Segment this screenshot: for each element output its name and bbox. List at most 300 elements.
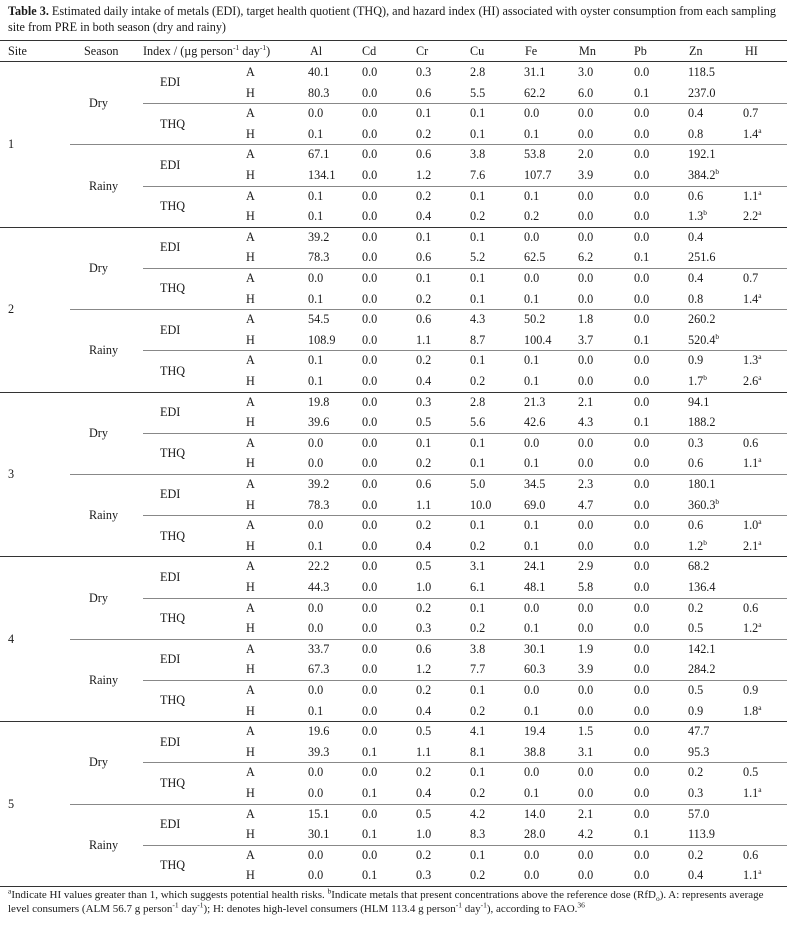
value-cell: 39.2 (308, 477, 330, 491)
value-cell: 0.1 (524, 456, 540, 471)
value-cell: 0.2 (416, 126, 432, 141)
value-cell: 0.0 (524, 868, 540, 883)
value-cell: 0.5 (416, 559, 432, 574)
value-cell: 0.0 (362, 538, 378, 553)
value-cell: 384.2$^b$ (688, 166, 720, 182)
season-label: Rainy (89, 673, 119, 687)
value-cell: 180.1 (688, 477, 716, 491)
level-label: A (246, 518, 255, 533)
value-cell: 22.2 (308, 559, 330, 574)
level-label: A (246, 806, 255, 821)
value-cell: 0.1 (416, 229, 432, 244)
value-cell: 0.0 (634, 456, 650, 471)
value-cell: 0.1 (524, 353, 540, 368)
value-cell: 0.0 (362, 229, 378, 244)
value-cell: 0.0 (308, 600, 324, 615)
value-cell: 8.7 (470, 332, 486, 347)
value-cell: 0.4 (688, 271, 704, 285)
hi-value: 0.9 (743, 683, 759, 697)
value-cell: 0.0 (362, 456, 378, 471)
value-cell: 0.0 (634, 621, 650, 636)
value-cell: 3.1 (470, 559, 486, 574)
hi-value: 1.1$^a$ (743, 784, 762, 800)
value-cell: 0.6 (416, 312, 432, 327)
index-label: EDI (160, 734, 181, 749)
hi-value: 1.4$^a$ (743, 290, 762, 306)
season-label: Dry (89, 425, 108, 440)
value-cell: 39.2 (308, 229, 330, 244)
value-cell: 1.9 (578, 641, 594, 656)
value-cell: 0.6 (688, 518, 704, 533)
value-cell: 0.0 (308, 435, 324, 450)
value-cell: 0.1 (524, 188, 540, 203)
level-label: H (246, 250, 255, 265)
value-cell: 0.0 (578, 518, 594, 533)
value-cell: 0.0 (308, 683, 324, 697)
value-cell: 80.3 (308, 85, 330, 100)
value-cell: 0.0 (634, 188, 650, 203)
value-cell: 1.2$^b$ (688, 537, 707, 553)
value-cell: 0.1 (308, 188, 324, 203)
level-label: H (246, 868, 255, 883)
value-cell: 520.4$^b$ (688, 331, 720, 347)
row-divider (0, 721, 787, 722)
level-label: A (246, 559, 255, 574)
value-cell: 0.0 (362, 641, 378, 656)
level-label: H (246, 291, 255, 306)
level-label: A (246, 271, 255, 285)
season-label: Rainy (89, 837, 119, 852)
hi-value: 0.5 (743, 765, 759, 780)
index-label: THQ (160, 528, 186, 543)
value-cell: 4.1 (470, 724, 486, 739)
value-cell: 0.3 (688, 786, 704, 800)
value-cell: 0.1 (470, 106, 486, 121)
value-cell: 0.0 (634, 353, 650, 368)
index-label: EDI (160, 652, 181, 667)
value-cell: 0.0 (524, 600, 540, 615)
site-label: 2 (8, 302, 15, 317)
value-cell: 0.0 (578, 188, 594, 203)
level-label: A (246, 724, 255, 739)
row-divider (143, 433, 787, 434)
value-cell: 0.0 (634, 683, 650, 697)
row-divider (0, 227, 787, 228)
level-label: H (246, 538, 255, 553)
row-divider (0, 556, 787, 557)
value-cell: 284.2 (688, 662, 716, 677)
season-label: Dry (89, 590, 108, 605)
value-cell: 0.3 (416, 394, 432, 409)
value-cell: 39.6 (308, 415, 330, 430)
value-cell: 3.9 (578, 168, 594, 182)
value-cell: 0.0 (634, 477, 650, 491)
value-cell: 0.0 (634, 106, 650, 121)
value-cell: 0.6 (416, 147, 432, 162)
value-cell: 0.0 (578, 456, 594, 471)
value-cell: 5.2 (470, 250, 486, 265)
value-cell: 0.0 (308, 765, 324, 780)
value-cell: 0.2 (470, 868, 486, 883)
value-cell: 0.6 (688, 456, 704, 471)
value-cell: 0.1 (634, 827, 650, 842)
value-cell: 0.4 (416, 703, 432, 718)
value-cell: 0.0 (578, 106, 594, 121)
row-divider (70, 474, 787, 475)
value-cell: 42.6 (524, 415, 546, 430)
value-cell: 0.0 (524, 106, 540, 121)
value-cell: 0.0 (578, 126, 594, 141)
value-cell: 68.2 (688, 559, 710, 574)
index-label: THQ (160, 693, 186, 708)
level-label: A (246, 641, 255, 656)
value-cell: 0.0 (308, 456, 324, 471)
value-cell: 0.1 (308, 374, 324, 388)
value-cell: 0.1 (416, 435, 432, 450)
index-label: EDI (160, 569, 181, 584)
value-cell: 0.2 (416, 683, 432, 697)
value-cell: 7.7 (470, 662, 486, 677)
value-cell: 0.0 (362, 703, 378, 718)
value-cell: 0.0 (634, 394, 650, 409)
value-cell: 0.0 (362, 415, 378, 430)
value-cell: 0.0 (362, 353, 378, 368)
value-cell: 0.1 (470, 271, 486, 285)
value-cell: 0.2 (688, 600, 704, 615)
level-label: H (246, 744, 255, 759)
value-cell: 53.8 (524, 147, 546, 162)
level-label: H (246, 415, 255, 430)
table-body (0, 62, 787, 887)
value-cell: 21.3 (524, 394, 546, 409)
value-cell: 0.0 (524, 683, 540, 697)
level-label: H (246, 374, 255, 388)
index-label: EDI (160, 404, 181, 419)
value-cell: 0.1 (470, 518, 486, 533)
value-cell: 34.5 (524, 477, 546, 491)
value-cell: 100.4 (524, 332, 552, 347)
row-divider (143, 186, 787, 187)
row-divider (143, 268, 787, 269)
value-cell: 67.1 (308, 147, 330, 162)
value-cell: 6.0 (578, 85, 594, 100)
season-label: Rainy (89, 178, 119, 193)
value-cell: 94.1 (688, 394, 710, 409)
value-cell: 0.2 (416, 353, 432, 368)
value-cell: 142.1 (688, 641, 716, 656)
value-cell: 0.1 (362, 868, 378, 883)
value-cell: 0.0 (362, 126, 378, 141)
value-cell: 2.1 (578, 806, 594, 821)
level-label: A (246, 435, 255, 450)
header-site: Site (8, 44, 27, 58)
hi-value: 1.1$^a$ (743, 455, 762, 471)
value-cell: 0.9 (688, 353, 704, 368)
value-cell: 0.2 (688, 847, 704, 862)
value-cell: 6.2 (578, 250, 594, 265)
value-cell: 62.5 (524, 250, 546, 265)
value-cell: 50.2 (524, 312, 546, 327)
header-index: Index / (µg person$^{-1}$ day$^{-1}$) (143, 42, 271, 58)
header-mn: Mn (579, 44, 596, 58)
value-cell: 1.2 (416, 662, 432, 677)
value-cell: 0.0 (578, 435, 594, 450)
value-cell: 38.8 (524, 744, 546, 759)
value-cell: 48.1 (524, 580, 546, 594)
value-cell: 57.0 (688, 806, 710, 821)
level-label: A (246, 394, 255, 409)
value-cell: 107.7 (524, 168, 552, 182)
value-cell: 0.0 (634, 147, 650, 162)
value-cell: 0.0 (578, 600, 594, 615)
value-cell: 0.0 (308, 106, 324, 121)
index-label: EDI (160, 816, 181, 831)
value-cell: 1.7$^b$ (688, 372, 707, 388)
value-cell: 0.0 (578, 868, 594, 883)
value-cell: 10.0 (470, 497, 492, 512)
value-cell: 78.3 (308, 497, 330, 512)
value-cell: 134.1 (308, 168, 336, 182)
value-cell: 15.1 (308, 806, 330, 821)
level-label: H (246, 662, 255, 677)
hi-value: 2.2$^a$ (743, 208, 762, 224)
hi-value: 0.6 (743, 435, 759, 450)
value-cell: 0.0 (634, 703, 650, 718)
value-cell: 0.6 (416, 250, 432, 265)
value-cell: 0.1 (634, 415, 650, 430)
value-cell: 0.0 (362, 312, 378, 327)
value-cell: 0.0 (362, 435, 378, 450)
row-divider (70, 804, 787, 805)
value-cell: 0.5 (688, 621, 704, 636)
value-cell: 0.1 (524, 518, 540, 533)
hi-value: 0.7 (743, 106, 759, 121)
value-cell: 2.3 (578, 477, 594, 491)
value-cell: 5.8 (578, 580, 594, 594)
value-cell: 14.0 (524, 806, 546, 821)
index-label: EDI (160, 487, 181, 502)
value-cell: 0.0 (578, 229, 594, 244)
value-cell: 40.1 (308, 65, 330, 79)
value-cell: 0.6 (416, 641, 432, 656)
value-cell: 0.3 (416, 65, 432, 79)
index-label: THQ (160, 775, 186, 790)
hi-value: 1.1$^a$ (743, 867, 762, 883)
site-label: 4 (8, 631, 15, 646)
value-cell: 0.5 (416, 724, 432, 739)
value-cell: 2.8 (470, 65, 486, 79)
value-cell: 3.1 (578, 744, 594, 759)
season-label: Rainy (89, 508, 119, 523)
value-cell: 0.1 (470, 683, 486, 697)
value-cell: 0.0 (578, 847, 594, 862)
value-cell: 0.5 (416, 806, 432, 821)
value-cell: 136.4 (688, 580, 716, 594)
value-cell: 251.6 (688, 250, 716, 265)
value-cell: 0.0 (634, 168, 650, 182)
value-cell: 0.1 (524, 621, 540, 636)
value-cell: 0.0 (362, 477, 378, 491)
value-cell: 47.7 (688, 724, 710, 739)
level-label: H (246, 456, 255, 471)
value-cell: 0.2 (470, 621, 486, 636)
season-label: Rainy (89, 343, 119, 358)
value-cell: 69.0 (524, 497, 546, 512)
value-cell: 0.0 (634, 744, 650, 759)
value-cell: 260.2 (688, 312, 716, 327)
value-cell: 0.0 (362, 188, 378, 203)
row-divider (143, 680, 787, 681)
value-cell: 0.0 (524, 847, 540, 862)
value-cell: 0.0 (634, 868, 650, 883)
value-cell: 0.0 (362, 332, 378, 347)
season-label: Dry (89, 96, 108, 111)
value-cell: 0.1 (524, 538, 540, 553)
value-cell: 62.2 (524, 85, 546, 100)
level-label: A (246, 600, 255, 615)
value-cell: 0.2 (416, 847, 432, 862)
value-cell: 0.2 (416, 291, 432, 306)
value-cell: 5.6 (470, 415, 486, 430)
value-cell: 2.8 (470, 394, 486, 409)
value-cell: 0.0 (634, 229, 650, 244)
value-cell: 0.0 (362, 683, 378, 697)
value-cell: 0.1 (524, 291, 540, 306)
value-cell: 0.1 (362, 744, 378, 759)
value-cell: 0.1 (470, 188, 486, 203)
value-cell: 0.0 (362, 65, 378, 79)
value-cell: 19.4 (524, 724, 546, 739)
value-cell: 0.0 (308, 786, 324, 800)
value-cell: 237.0 (688, 85, 716, 100)
level-label: A (246, 847, 255, 862)
value-cell: 0.0 (634, 271, 650, 285)
value-cell: 0.3 (416, 868, 432, 883)
header-cr: Cr (416, 44, 429, 58)
value-cell: 0.1 (470, 291, 486, 306)
level-label: A (246, 683, 255, 697)
value-cell: 0.0 (634, 559, 650, 574)
header-al: Al (310, 44, 323, 58)
table-label: Table 3. (8, 4, 49, 18)
index-label: THQ (160, 281, 186, 296)
hi-value: 1.4$^a$ (743, 125, 762, 141)
value-cell: 0.0 (578, 703, 594, 718)
value-cell: 8.3 (470, 827, 486, 842)
value-cell: 0.4 (416, 374, 432, 388)
index-label: EDI (160, 322, 181, 337)
value-cell: 0.4 (416, 786, 432, 800)
value-cell: 0.0 (578, 353, 594, 368)
value-cell: 67.3 (308, 662, 330, 677)
value-cell: 0.1 (470, 229, 486, 244)
level-label: A (246, 353, 255, 368)
value-cell: 0.4 (688, 106, 704, 121)
value-cell: 0.2 (416, 765, 432, 780)
value-cell: 0.0 (524, 765, 540, 780)
caption-text: Estimated daily intake of metals (EDI), target health quotient (THQ), and hazard index (HI) associated with oyster consumption from each sampling site from PRE in both season (dry and rainy) (8, 4, 776, 34)
value-cell: 39.3 (308, 744, 330, 759)
value-cell: 0.1 (308, 291, 324, 306)
value-cell: 0.1 (634, 85, 650, 100)
index-label: EDI (160, 157, 181, 172)
value-cell: 54.5 (308, 312, 330, 327)
value-cell: 0.0 (634, 662, 650, 677)
value-cell: 0.0 (362, 85, 378, 100)
level-label: H (246, 703, 255, 718)
value-cell: 0.0 (308, 518, 324, 533)
value-cell: 0.0 (634, 126, 650, 141)
header-fe: Fe (525, 44, 538, 58)
value-cell: 1.5 (578, 724, 594, 739)
value-cell: 0.0 (634, 312, 650, 327)
value-cell: 5.5 (470, 85, 486, 100)
value-cell: 4.2 (578, 827, 594, 842)
value-cell: 0.0 (362, 394, 378, 409)
index-label: THQ (160, 446, 186, 461)
value-cell: 0.1 (470, 126, 486, 141)
value-cell: 0.0 (578, 271, 594, 285)
value-cell: 0.1 (308, 126, 324, 141)
value-cell: 0.0 (362, 106, 378, 121)
value-cell: 95.3 (688, 744, 710, 759)
value-cell: 0.1 (362, 827, 378, 842)
value-cell: 0.0 (634, 600, 650, 615)
value-cell: 192.1 (688, 147, 716, 162)
level-label: H (246, 126, 255, 141)
row-divider (143, 845, 787, 846)
value-cell: 0.0 (634, 374, 650, 388)
value-cell: 1.0 (416, 827, 432, 842)
hi-value: 1.8$^a$ (743, 702, 762, 718)
value-cell: 19.6 (308, 724, 330, 739)
value-cell: 0.0 (578, 765, 594, 780)
index-label: THQ (160, 116, 186, 131)
hi-value: 1.3$^a$ (743, 352, 762, 368)
value-cell: 6.1 (470, 580, 486, 594)
row-divider (143, 515, 787, 516)
value-cell: 0.4 (688, 868, 704, 883)
value-cell: 0.1 (308, 353, 324, 368)
value-cell: 0.6 (416, 477, 432, 491)
table-footnote: $^a$Indicate HI values greater than 1, which suggests potential health risks. $^b$Indicate metals that present concentrations above the reference dose (RfD$_o$). A: represents average level consumers (ALM 56.7 g person$^{-1}$ day$^{-1}$); H: denotes high-level consumers (HLM 113.4 g person$^{-1}$ day$^{-1}$), according to FAO.$^{36}$ (8, 886, 764, 915)
hi-value: 0.6 (743, 600, 759, 615)
value-cell: 3.0 (578, 65, 594, 79)
hi-value: 2.1$^a$ (743, 537, 762, 553)
value-cell: 0.0 (634, 291, 650, 306)
value-cell: 0.0 (578, 291, 594, 306)
level-label: H (246, 786, 255, 800)
row-divider (0, 392, 787, 393)
value-cell: 0.0 (634, 435, 650, 450)
value-cell: 0.2 (470, 786, 486, 800)
value-cell: 0.0 (362, 271, 378, 285)
row-divider (143, 598, 787, 599)
value-cell: 30.1 (308, 827, 330, 842)
hi-value: 1.2$^a$ (743, 620, 762, 636)
value-cell: 0.0 (362, 765, 378, 780)
value-cell: 0.2 (470, 374, 486, 388)
value-cell: 28.0 (524, 827, 546, 842)
hi-value: 0.6 (743, 847, 759, 862)
value-cell: 0.0 (308, 621, 324, 636)
value-cell: 30.1 (524, 641, 546, 656)
level-label: H (246, 827, 255, 842)
value-cell: 0.0 (578, 538, 594, 553)
header-zn: Zn (689, 44, 703, 58)
level-label: H (246, 621, 255, 636)
value-cell: 0.1 (524, 703, 540, 718)
